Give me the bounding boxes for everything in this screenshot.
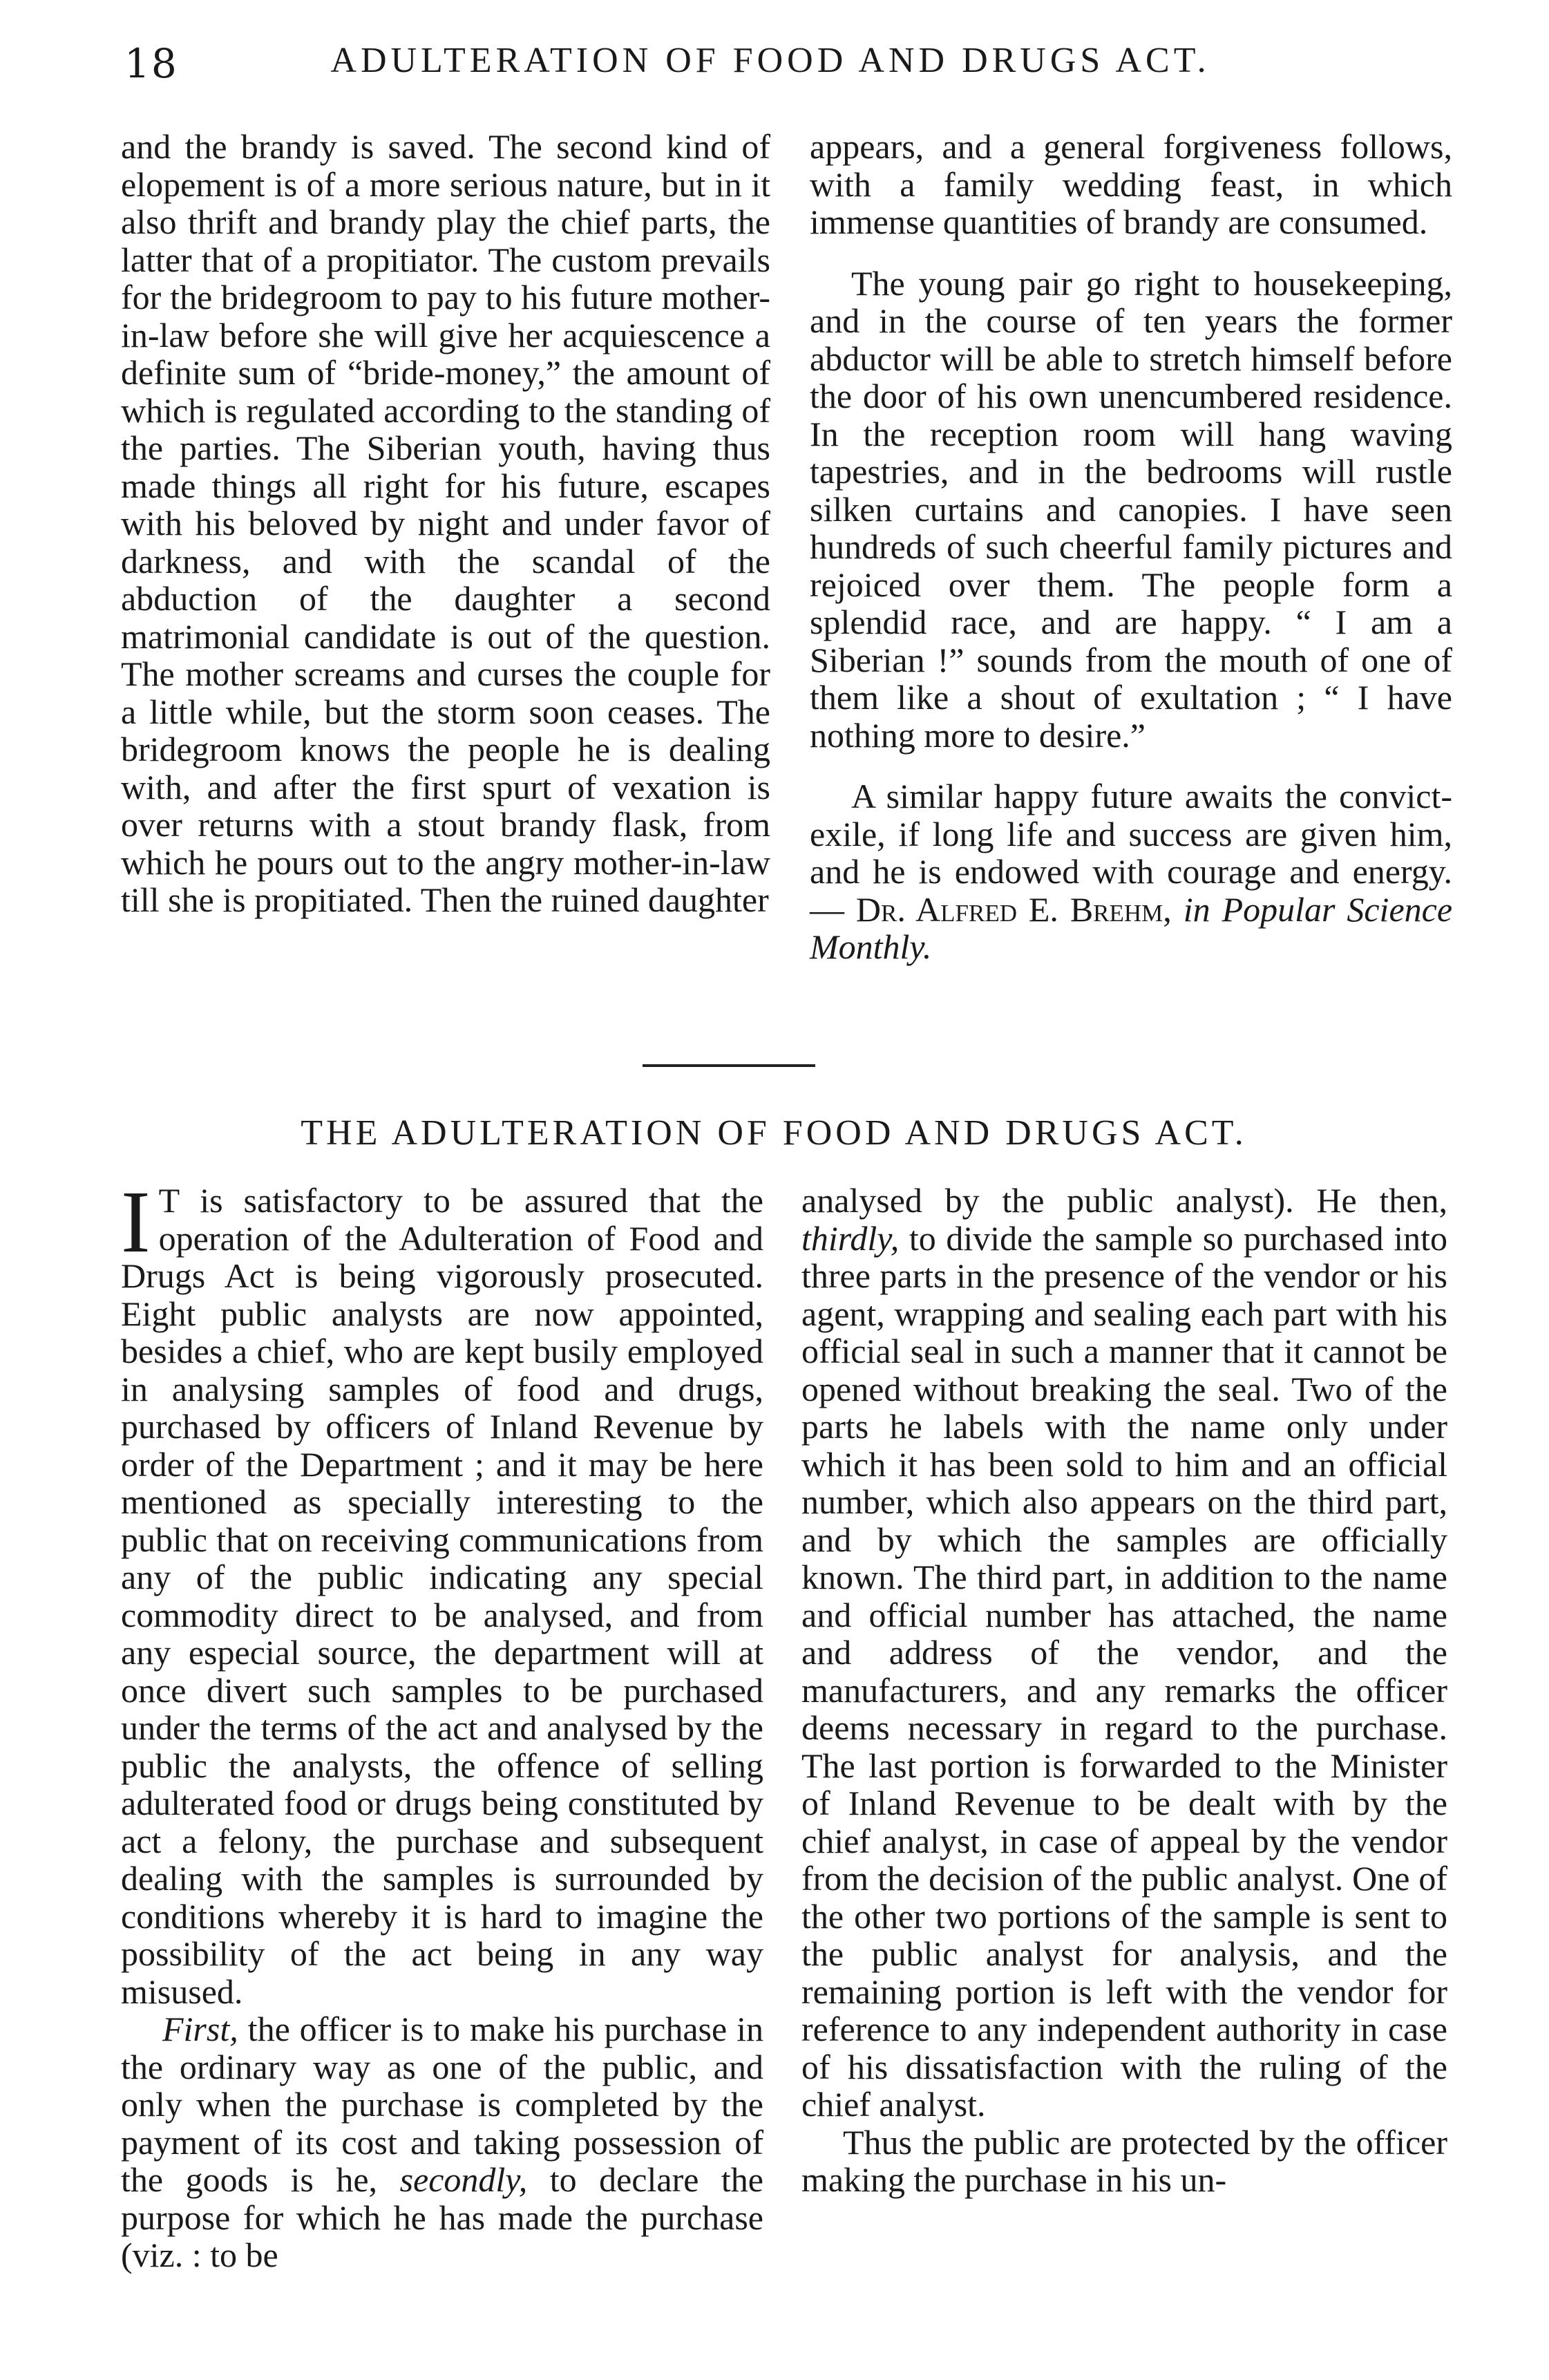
- emphasis-thirdly: thirdly,: [801, 1218, 900, 1258]
- article-paragraph: [121, 2010, 763, 2274]
- previous-article-right-column: [810, 128, 1452, 966]
- section-divider: [643, 1064, 815, 1067]
- article-left-column: [121, 1173, 763, 2274]
- paragraph-text: to divide the sample so purchased into three parts in the presence of the vendor or his agent, wrapping and sealing each part with his official seal in such a manner that it cannot be opened without breaking the seal. Two of the parts he labels with the name only under which it has been sold to him and an official number, which also appears on the third part, and by which the samples are officially known. The third part, in addition to the name and official number has attached, the name and address of the vendor, and the manufacturers, and any remarks the officer deems necessary in regard to the purchase. The last portion is forwarded to the Minister of Inland Revenue to be dealt with by the chief analyst, in case of appeal by the vendor from the decision of the public analyst. One of the other two portions of the sample is sent to the public analyst for analysis, and the remaining portion is left with the vendor for reference to any independent authority in case of his dissatisfaction with the ruling of the chief analyst.: [801, 1218, 1447, 2124]
- paragraph-text: to declare the purpose for which he has made the purchase (viz. : to be: [121, 2160, 763, 2274]
- emphasis-first: First,: [162, 2010, 238, 2048]
- previous-article-paragraph: appears, and a general forgiveness follows, with a family wedding feast, in which immense quantities of brandy are consumed.: [810, 127, 1452, 241]
- author-credit: Dr. Alfred E. Brehm,: [855, 889, 1172, 929]
- source-title: Popular Science Monthly.: [810, 889, 1453, 966]
- page-number: 18: [124, 40, 178, 87]
- previous-article-paragraph: The young pair go right to housekeeping, and in the course of ten years the former abductor will be able to stretch himself before the door of his own unencumbered residence. In the reception room will hang waving tapestries, and in the bedrooms will rustle silken curtains and canopies. I have seen hundreds of such cheerful family pictures and rejoiced over them. The people form a splendid race, and are happy. “ I am a Siberian !” sounds from the mouth of one of them like a shout of exultation ; “ I have nothing more to desire.”: [810, 263, 1452, 755]
- previous-article-paragraph: and the brandy is saved. The second kind of elopement is of a more serious nature, but in it also thrift and brandy play the chief parts, the latter that of a propitiator. The custom prevails for the bridegroom to pay to his future mother-in-law before she will give her acquiescence a definite sum of “bride-money,” the amount of which is regulated according to the standing of the parties. The Siberian youth, having thus made things all right for his future, escapes with his beloved by night and under favor of darkness, and with the scandal of the abduction of the daughter a second matrimonial candidate is out of the question. The mother screams and curses the couple for a little while, but the storm soon ceases. The bridegroom knows the people he is dealing with, and after the first spurt of vexation is over returns with a stout brandy flask, from which he pours out to the angry mother-in-law till she is propitiated. Then the ruined daughter: [121, 127, 770, 919]
- paragraph-text: the officer is to make his purchase in the ordinary way as one of the public, and only when the purchase is completed by the payment of its cost and taking possession of the goods is he,: [121, 2010, 763, 2199]
- previous-article-closing-paragraph: [810, 777, 1452, 966]
- article-right-column: [801, 1182, 1447, 2199]
- closing-text: A similar happy future awaits the convict-exile, if long life and success are given him, and he is endowed with courage and energy. —: [810, 777, 1452, 929]
- drop-cap: I: [121, 1173, 151, 1271]
- paragraph-text: analysed by the public analyst). He then,: [801, 1181, 1447, 1220]
- running-head: [83, 40, 1458, 102]
- opening-text: T is satisfactory to be assured that the operation of the Adulteration of Food and Drugs Act is being vigorously prosecuted. Eight public analysts are now appointed, besides a chief, who are kept busily employed in analysing samples of food and drugs, purchased by officers of Inland Revenue by order of the Department ; and it may be here mentioned as specially interesting to the public that on receiving communications from any of the public indicating any special commodity direct to be analysed, and from any especial source, the department will at once divert such samples to be purchased under the terms of the act and analysed by the public the analysts, the offence of selling adulterated food or drugs being constituted by act a felony, the purchase and subsequent dealing with the samples is surrounded by conditions whereby it is hard to imagine the possibility of the act being in any way misused.: [121, 1181, 763, 2011]
- running-title: ADULTERATION OF FOOD AND DRUGS ACT.: [330, 41, 1210, 80]
- previous-article-left-column: [121, 128, 770, 919]
- article-paragraph: [801, 1182, 1447, 2124]
- article-paragraph: Thus the public are protected by the officer making the purchase in his un-: [801, 2122, 1447, 2199]
- article-title: THE ADULTERATION OF FOOD AND DRUGS ACT.: [301, 1113, 1247, 1153]
- source-prefix: in: [1183, 889, 1210, 929]
- emphasis-secondly: secondly,: [399, 2160, 528, 2199]
- article-opening-paragraph: [121, 1173, 763, 2011]
